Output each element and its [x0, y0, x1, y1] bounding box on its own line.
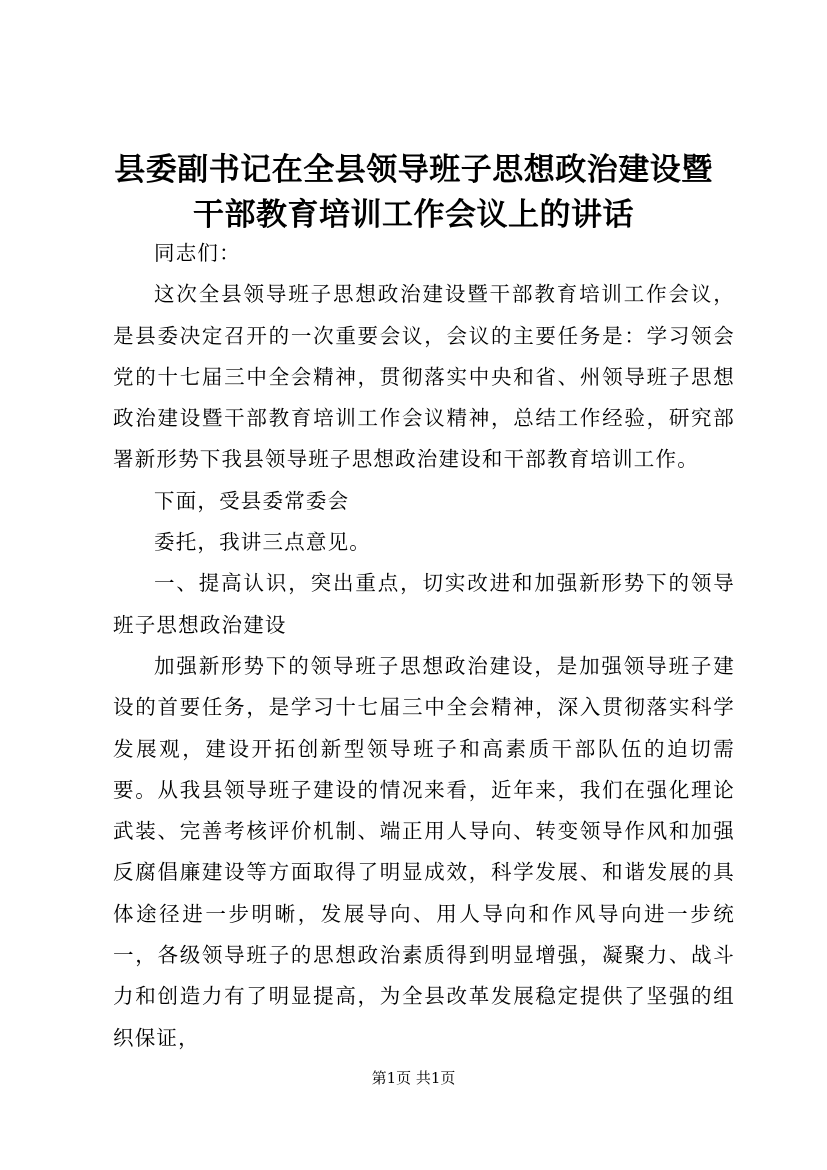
page-number-footer: 第1页 共1页 [371, 1069, 456, 1087]
body-paragraph: 下面，受县委常委会 [154, 488, 350, 513]
body-paragraph: 加强新形势下的领导班子思想政治建设，是加强领导班子建设的首要任务，是学习十七届三中全会精神，深入贯彻落实科学发展观，建设开拓创新型领导班子和高素质干部队伍的迫切需要。从我县领导班子建设的情况来看，近年来，我们在强化理论武装、完善考核评价机制、端正用人导向、转变领导作风和加强反腐倡廉建设等方面取得了明显成效，科学发展、和谐发展的具体途径进一步明晰，发展导向、用人导向和作风导向进一步统一，各级领导班子的思想政治素质得到明显增强，凝聚力、战斗力和创造力有了明显提高，为全县改革发展稳定提供了坚强的组织保证， [113, 653, 735, 1050]
body-paragraph: 委托，我讲三点意见。 [154, 530, 371, 555]
document-body [113, 233, 735, 1059]
document-title: 县委副书记在全县领导班子思想政治建设暨干部教育培训工作会议上的讲话 [114, 152, 713, 233]
section-heading: 一、提高认识，突出重点，切实改进和加强新形势下的领导班子思想政治建设 [113, 571, 735, 637]
body-paragraph: 这次全县领导班子思想政治建设暨干部教育培训工作会议，是县委决定召开的一次重要会议，会议的主要任务是：学习领会党的十七届三中全会精神，贯彻落实中央和省、州领导班子思想政治建设暨干部教育培训工作会议精神，总结工作经验，研究部署新形势下我县领导班子思想政治建设和干部教育培训工作。 [113, 282, 735, 472]
salutation-paragraph: 同志们： [154, 241, 241, 265]
